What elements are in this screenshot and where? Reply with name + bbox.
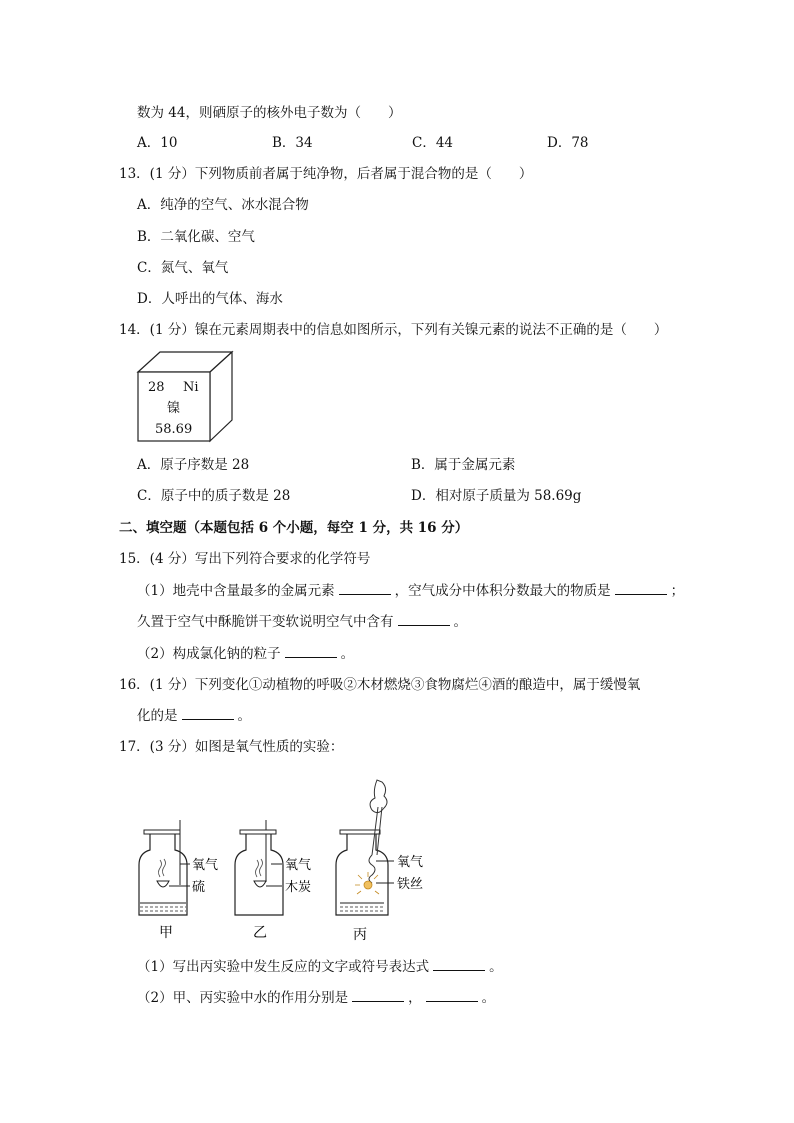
q15-part3a: （2）构成氯化钠的粒子 [137,646,281,662]
answer-blank[interactable] [398,613,450,626]
q17-part1b: 。 [489,959,503,975]
answer-blank[interactable] [615,582,667,595]
element-symbol: Ni [183,380,199,395]
q17-part2a: （2）甲、丙实验中水的作用分别是 [137,990,349,1006]
q15-line1 [137,581,684,601]
answer-blank[interactable] [182,707,234,720]
jar3-label-oxygen: 氧气 [397,855,424,870]
element-name: 镍 [167,401,181,416]
q12-option-b[interactable]: B．34 [272,135,313,151]
jar2-label-oxygen: 氧气 [285,858,312,873]
element-atomic-number: 28 [148,380,165,395]
q15-line3 [137,644,354,664]
jar-bing [336,780,394,915]
jar2-label-charcoal: 木炭 [285,880,312,895]
q13-option-c[interactable]: C．氮气、氧气 [137,260,229,276]
q12-option-c[interactable]: C．44 [412,135,454,151]
jar1-label-oxygen: 氧气 [192,858,219,873]
q12-stem-tail: 数为 44，则硒原子的核外电子数为（ ） [137,105,402,121]
answer-blank[interactable] [339,582,391,595]
q16-part-b: 。 [237,708,251,724]
q15-part1b: ，空气成分中体积分数最大的物质是 [394,583,611,599]
q14-option-c[interactable]: C．原子中的质子数是 28 [137,488,291,504]
q13-option-a[interactable]: A．纯净的空气、冰水混合物 [137,197,309,213]
experiment-diagram [130,765,450,950]
jar-jia [139,820,190,915]
q15-part1a: （1）地壳中含量最多的金属元素 [137,583,335,599]
q15-part3b: 。 [340,646,355,662]
q13-stem: 13．(1 分）下列物质前者属于纯净物，后者属于混合物的是（ ） [119,166,533,182]
element-atomic-mass: 58.69 [155,422,193,437]
q16-part-a: 化的是 [137,708,178,724]
q15-part2a: 久置于空气中酥脆饼干变软说明空气中含有 [137,614,394,630]
q17-part1a: （1）写出丙实验中发生反应的文字或符号表达式 [137,959,430,975]
q17-line1 [137,957,503,977]
q17-part2b: ， [408,990,422,1006]
jar3-caption: 丙 [353,927,367,943]
q13-option-d[interactable]: D．人呼出的气体、海水 [137,291,283,307]
answer-blank[interactable] [426,989,478,1002]
q16-line2 [137,706,251,726]
q14-stem: 14．(1 分）镍在元素周期表中的信息如图所示，下列有关镍元素的说法不正确的是（ ） [119,322,668,338]
answer-blank[interactable] [352,989,404,1002]
section-heading: 二、填空题（本题包括 6 个小题，每空 1 分，共 16 分） [119,520,469,536]
q17-stem: 17．(3 分）如图是氧气性质的实验： [119,739,344,755]
q15-line2 [137,612,467,632]
jar1-label-sulfur: 硫 [192,880,206,895]
jar1-caption: 甲 [159,925,173,941]
q12-option-a[interactable]: A．10 [137,135,178,151]
jar-yi [235,820,283,915]
q17-line2 [137,988,495,1008]
q14-option-d[interactable]: D．相对原子质量为 58.69g [411,488,582,504]
jar3-label-iron-wire: 铁丝 [397,877,424,892]
q14-option-b[interactable]: B．属于金属元素 [411,457,516,473]
q17-part2c: 。 [481,990,496,1006]
q14-option-a[interactable]: A．原子序数是 28 [137,457,250,473]
q16-stem: 16．(1 分）下列变化①动植物的呼吸②木材燃烧③食物腐烂④酒的酿造中，属于缓慢氧 [119,677,641,693]
answer-blank[interactable] [433,958,485,971]
q15-stem: 15．(4 分）写出下列符合要求的化学符号 [119,551,371,567]
q13-option-b[interactable]: B．二氧化碳、空气 [137,229,255,245]
q12-option-d[interactable]: D．78 [547,135,589,151]
q15-part2b: 。 [453,614,467,630]
jar2-caption: 乙 [253,925,267,941]
q15-part1c: ； [670,583,685,599]
answer-blank[interactable] [285,645,337,658]
